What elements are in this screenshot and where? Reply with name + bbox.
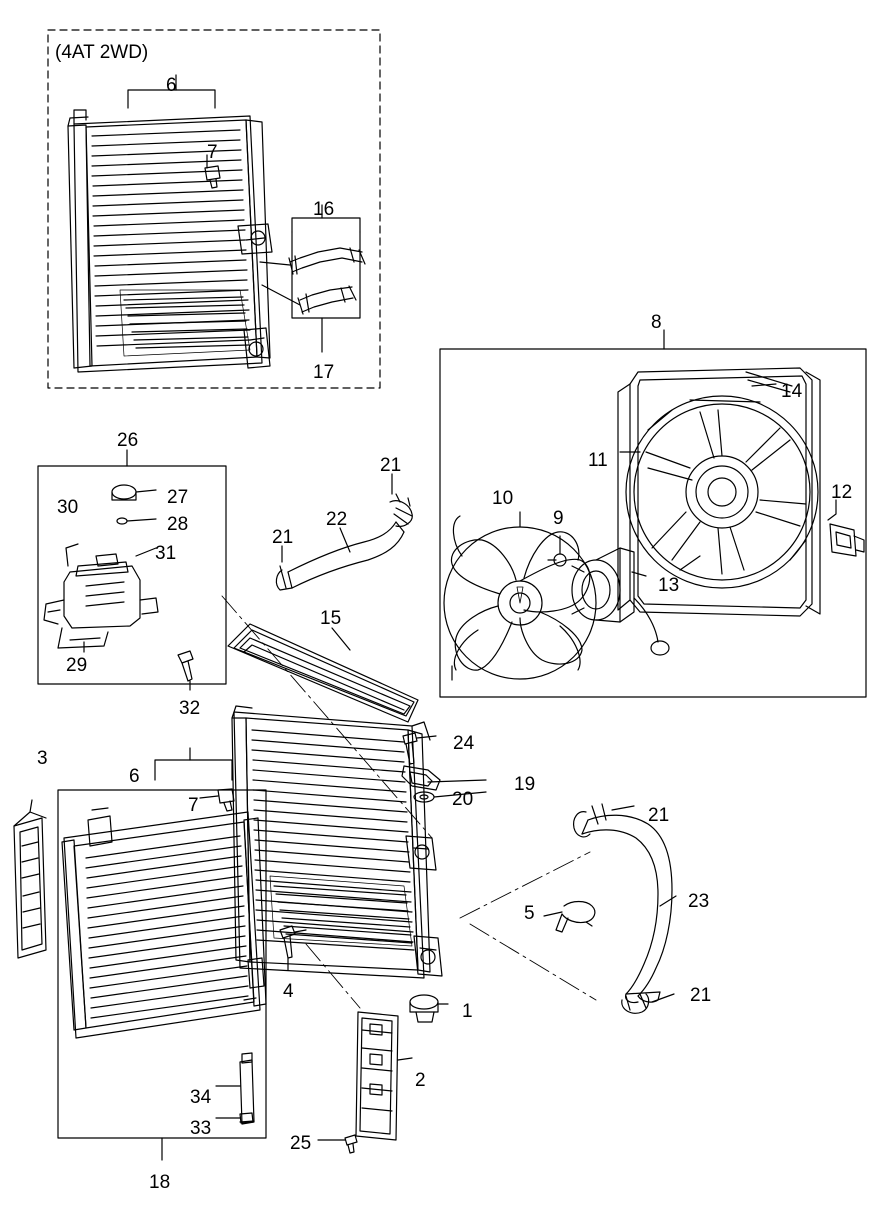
fan-motor: [548, 536, 669, 655]
callout-3: 3: [37, 748, 48, 769]
leader-21d: [652, 994, 674, 1002]
axis-line-upper: [222, 596, 432, 838]
callout-2: 2: [415, 1070, 426, 1091]
callout-24: 24: [453, 733, 475, 754]
callout-6: 6: [129, 766, 140, 787]
leader-23: [660, 896, 676, 906]
callout-29: 29: [66, 655, 88, 676]
callout-31: 31: [155, 543, 177, 564]
callout-7: 7: [188, 795, 199, 816]
callout-9: 9: [553, 508, 564, 529]
axis-line-condenser: [306, 944, 360, 1008]
hose-clip-5: [544, 902, 595, 933]
condenser: [62, 808, 266, 1124]
leader-15: [332, 628, 350, 650]
callout-17: 17: [313, 362, 335, 383]
inset-hoses: [260, 248, 365, 314]
callout-22: 22: [326, 509, 348, 530]
callout-23: 23: [688, 891, 710, 912]
callout-8: 8: [651, 312, 662, 333]
drain-plug-1: [410, 995, 448, 1022]
coolant-reservoir: [44, 544, 158, 648]
callout-18: 18: [149, 1172, 171, 1193]
fan-ticks: [452, 512, 520, 680]
callout-7-inset: 7: [207, 142, 218, 163]
inset-group-label: (4AT 2WD): [55, 42, 149, 63]
callout-32: 32: [179, 698, 201, 719]
callout-33: 33: [190, 1118, 212, 1139]
callout-25: 25: [290, 1133, 312, 1154]
callout-21-lower: 21: [690, 985, 712, 1006]
reservoir-cap-27: [112, 485, 156, 500]
callout-15: 15: [320, 608, 342, 629]
callout-13: 13: [658, 575, 680, 596]
callout-1: 1: [462, 1001, 473, 1022]
bracket-6b: [155, 760, 232, 780]
callout-21-upper: 21: [380, 455, 402, 476]
inset-mount-7: [205, 166, 220, 188]
air-guide-screw-25: [318, 1135, 357, 1153]
fan-shroud: [618, 368, 820, 616]
callout-14: 14: [781, 381, 803, 402]
reservoir-seal-28: [117, 518, 156, 524]
callout-30: 30: [57, 497, 79, 518]
callout-19: 19: [514, 774, 536, 795]
lower-hose-23: [574, 804, 672, 1013]
callout-26: 26: [117, 430, 139, 451]
inset-radiator: [68, 110, 272, 372]
callout-16: 16: [313, 199, 335, 220]
axis-line-lower: [470, 924, 596, 1000]
callout-5: 5: [524, 903, 535, 924]
callout-27: 27: [167, 487, 189, 508]
callout-21-hose: 21: [272, 527, 294, 548]
callout-10: 10: [492, 488, 514, 509]
callout-11: 11: [588, 450, 608, 471]
condenser-bracket-3: [14, 800, 46, 958]
radiator-mount-7b: [218, 789, 234, 811]
lower-air-guide-2: [356, 1012, 412, 1140]
leader-21c: [612, 806, 634, 810]
upper-bar-15: [228, 624, 418, 722]
callout-6-inset: 6: [166, 75, 177, 96]
shroud-clip-12: [830, 524, 864, 556]
callout-21-lower-upper: 21: [648, 805, 670, 826]
callout-28: 28: [167, 514, 189, 535]
leader-31: [136, 548, 156, 556]
callout-12: 12: [831, 482, 853, 503]
callout-34: 34: [190, 1087, 212, 1108]
callout-20: 20: [452, 789, 474, 810]
callout-4: 4: [283, 981, 294, 1002]
